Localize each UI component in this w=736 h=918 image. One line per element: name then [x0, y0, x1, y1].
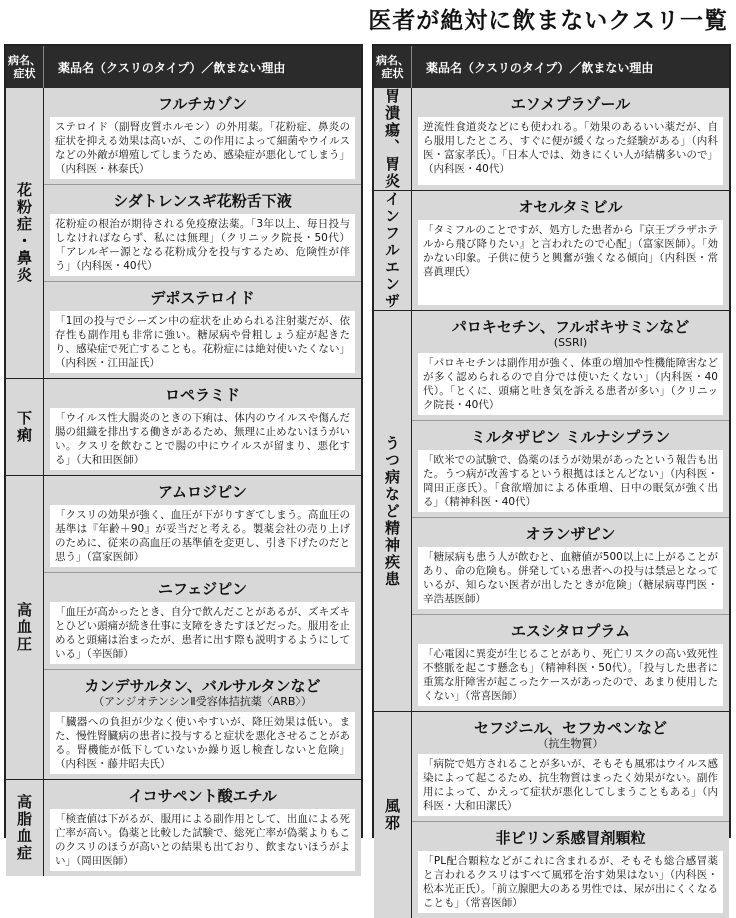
- reason-text: 「血圧が高かったとき、自分で飲んだことがあるが、ズキズキとひどい頭痛が続き仕事に支障をきたすほどだった。服用を止めると頭痛は治まったが、患者に出す際も説明するようにしている」（辛医師）: [50, 602, 355, 664]
- drug-name: [418, 316, 723, 353]
- drug-name-text: シダトレンスギ花粉舌下液: [113, 192, 292, 210]
- condition-label: 胃潰瘍、胃炎: [383, 88, 401, 190]
- drug-name-text: パロキセチン、フルボキサミンなど: [451, 318, 690, 336]
- condition-group: [6, 779, 361, 876]
- drug-type: （抗生物質）: [537, 737, 604, 750]
- condition-group: [374, 711, 729, 918]
- reason-text: ステロイド（副腎皮質ホルモン）の外用薬。「花粉症、鼻炎の症状を抑える効果は高いが、この作用によって細菌やウイルスなどの外敵が増殖してしまうため、感染症が悪化してしまう」（内科医・林泰氏）: [50, 117, 355, 179]
- condition-label: 高脂血症: [15, 794, 33, 862]
- entries: [44, 780, 361, 876]
- drug-name: [50, 190, 355, 214]
- drug-name: [418, 717, 723, 754]
- drug-name: [418, 620, 723, 644]
- drug-name: [418, 827, 723, 851]
- drug-name-text: アムロジピン: [158, 483, 247, 501]
- drug-name: [418, 196, 723, 220]
- drug-entry: [412, 88, 729, 190]
- condition-group: [6, 378, 361, 475]
- reason-text: 「検査値は下がるが、服用による副作用として、出血による死亡率が高い。偽薬と比較した試験で、総死亡率が偽薬よりもこのクスリのほうが高いとの結果も出ており、飲まないほうがよい」（岡田医師）: [50, 809, 355, 871]
- condition-group: [374, 190, 729, 310]
- drug-entry: [412, 311, 729, 420]
- condition-cell: [6, 88, 44, 378]
- entries: [412, 191, 729, 310]
- header-drug: 薬品名（クスリのタイプ）／飲まない理由: [426, 60, 654, 75]
- drug-entry: [44, 572, 361, 669]
- table-header: [374, 46, 729, 88]
- drug-name: [50, 93, 355, 117]
- condition-group: [374, 310, 729, 711]
- drug-entry: [44, 184, 361, 281]
- condition-group: [6, 475, 361, 779]
- reason-text: 「タミフルのことですが、処方した患者から『京王プラザホテルから飛び降りたい』と言われたので心配」（富家医師）。「効かない印象。子供に使うと興奮が強くなる傾向」（内科医・常喜眞理氏）: [418, 220, 723, 305]
- condition-cell: [6, 476, 44, 779]
- drug-name-text: イコサペント酸エチル: [128, 787, 277, 805]
- reason-text: 「病院で処方されることが多いが、そもそも風邪はウイルス感染によって起こるため、抗生物質はまったく効果がない。副作用によって、かえって症状が悪化してしまうこともある」（内科医・大和田潔氏）: [418, 754, 723, 816]
- reason-text: 「1回の投与でシーズン中の症状を止められる注射薬だが、依存性も副作用も非常に強い。糖尿病や骨粗しょう症が起きたり、感染症で死亡することも。花粉症には絶対使いたくない」（内科医・江田証氏）: [50, 311, 355, 373]
- condition-cell: [374, 191, 412, 310]
- drug-entry: [44, 669, 361, 779]
- reason-text: 「パロキセチンは副作用が強く、体重の増加や性機能障害などが多く認められるので自分では使いたくない」（内科医・40代）。「とくに、頭痛と吐き気を訴える患者が多い」（クリニック院長・40代）: [418, 353, 723, 415]
- condition-cell: [374, 88, 412, 190]
- entries: [44, 476, 361, 779]
- condition-cell: [374, 712, 412, 918]
- reason-text: 逆流性食道炎などにも使われる。「効果のあるいい薬だが、自ら服用したところ、すぐに便が緩くなった経験がある」（内科医・富家孝氏）。「日本人では、効きにくい人が結構多いので」（内科医・40代）: [418, 117, 723, 185]
- drug-name-text: セフジニル、セフカペンなど: [473, 719, 668, 737]
- drug-name-text: ミルタザピン ミルナシプラン: [470, 428, 671, 446]
- reason-text: 「臓器への負担が少なく使いやすいが、降圧効果は低い。また、慢性腎臓病の患者に投与すると症状を悪化させることがある。腎機能が低下していないか繰り返し検査しないと危険」（内科医・藤井昭夫氏）: [50, 712, 355, 774]
- entries: [412, 88, 729, 190]
- drug-entry: [412, 821, 729, 918]
- condition-label: 風邪: [383, 798, 401, 832]
- drug-table-right: [372, 44, 731, 909]
- reason-text: 「PL配合顆粒などがこれに含まれるが、そもそも総合感冒薬と言われるクスリはすべて風邪を治す効果はない」（内科医・松本光正氏）。「前立腺肥大のある男性では、尿が出にくくなることも」（常喜医師）: [418, 851, 723, 913]
- drug-name-text: オランザピン: [525, 525, 616, 543]
- drug-name: [418, 93, 723, 117]
- drug-name: [50, 785, 355, 809]
- header-condition: 病名、症状: [374, 46, 412, 88]
- reason-text: 「ウイルス性大腸炎のときの下痢は、体内のウイルスや傷んだ腸の組織を排出する働きがあるため、無理に止めないほうがいい。クスリを飲むことで腸の中にウイルスが留まり、悪化する」（大和田医師）: [50, 408, 355, 470]
- drug-name: [418, 426, 723, 450]
- drug-name-text: 非ピリン系感冒剤顆粒: [495, 829, 646, 847]
- drug-entry: [412, 712, 729, 821]
- drug-entry: [44, 379, 361, 475]
- condition-cell: [374, 311, 412, 711]
- entries: [44, 379, 361, 475]
- drug-name: [50, 481, 355, 505]
- condition-label: 花粉症・鼻炎: [15, 182, 33, 284]
- condition-label: 下痢: [15, 410, 33, 444]
- condition-cell: [6, 780, 44, 876]
- drug-entry: [44, 476, 361, 572]
- drug-name-text: エスシタロプラム: [510, 622, 631, 640]
- drug-name-text: フルチカゾン: [157, 95, 248, 113]
- page-title: 医者が絶対に飲まないクスリ一覧: [368, 8, 728, 34]
- drug-type: （アンジオテンシンⅡ受容体拮抗薬〈ARB〉）: [93, 695, 312, 708]
- drug-table-left: [4, 44, 363, 867]
- drug-name: [418, 523, 723, 547]
- drug-name-text: オセルタミビル: [518, 198, 623, 216]
- condition-cell: [6, 379, 44, 475]
- drug-entry: [44, 780, 361, 876]
- drug-name-text: デポステロイド: [150, 289, 255, 307]
- header-drug: 薬品名（クスリのタイプ）／飲まない理由: [58, 60, 286, 75]
- drug-entry: [44, 88, 361, 184]
- drug-name: [50, 287, 355, 311]
- condition-group: [374, 88, 729, 190]
- drug-name: [50, 384, 355, 408]
- entries: [412, 311, 729, 711]
- entries: [412, 712, 729, 918]
- entries: [44, 88, 361, 378]
- drug-name: [50, 675, 355, 712]
- drug-entry: [412, 517, 729, 614]
- reason-text: 花粉症の根治が期待される免疫療法薬。「3年以上、毎日投与しなければならず、私には無理」（クリニック院長・50代）「アレルギー源となる花粉成分を投与するため、危険性が伴う」（内科医・40代）: [50, 214, 355, 276]
- table-header: [6, 46, 361, 88]
- header-condition: 病名、症状: [6, 46, 44, 88]
- drug-entry: [412, 191, 729, 310]
- table-body: [374, 88, 729, 918]
- condition-label: うつ病など精神疾患: [383, 434, 401, 588]
- condition-label: 高血圧: [15, 602, 33, 653]
- drug-entry: [412, 420, 729, 517]
- drug-type: (SSRI): [553, 336, 588, 349]
- table-body: [6, 88, 361, 876]
- drug-name-text: エソメプラゾール: [510, 95, 631, 113]
- drug-name-text: ロペラミド: [164, 386, 240, 404]
- drug-entry: [412, 614, 729, 711]
- condition-group: [6, 88, 361, 378]
- drug-name-text: カンデサルタン、バルサルタンなど: [84, 677, 321, 695]
- drug-name-text: ニフェジピン: [157, 580, 248, 598]
- drug-entry: [44, 281, 361, 378]
- reason-text: 「心電図に異変が生じることがあり、死亡リスクの高い致死性不整脈を起こす懸念も」（精神科医・50代）。「投与した患者に重篤な肝障害が起こったケースがあったので、あまり使用したくない」（常喜医師）: [418, 644, 723, 706]
- drug-name: [50, 578, 355, 602]
- reason-text: 「欧米での試験で、偽薬のほうが効果があったという報告も出た。うつ病が改善するという根拠はほとんどない」（内科医・岡田正彦氏）。「食欲増加による体重増、日中の眠気が強く出る」（精神科医・40代）: [418, 450, 723, 512]
- reason-text: 「クスリの効果が強く、血圧が下がりすぎてしまう。高血圧の基準は『年齢＋90』が妥当だと考える。製薬会社の売り上げのために、従来の高血圧の基準値を変更し、引き下げたのだと思う」（富家医師）: [50, 505, 355, 567]
- condition-label: インフルエンザ: [383, 191, 401, 310]
- reason-text: 「糖尿病も患う人が飲むと、血糖値が500以上に上がることがあり、命の危険も。併発している患者への投与は禁忌となっているが、知らない医者が出したときが危険」（糖尿病専門医・辛浩基医師）: [418, 547, 723, 609]
